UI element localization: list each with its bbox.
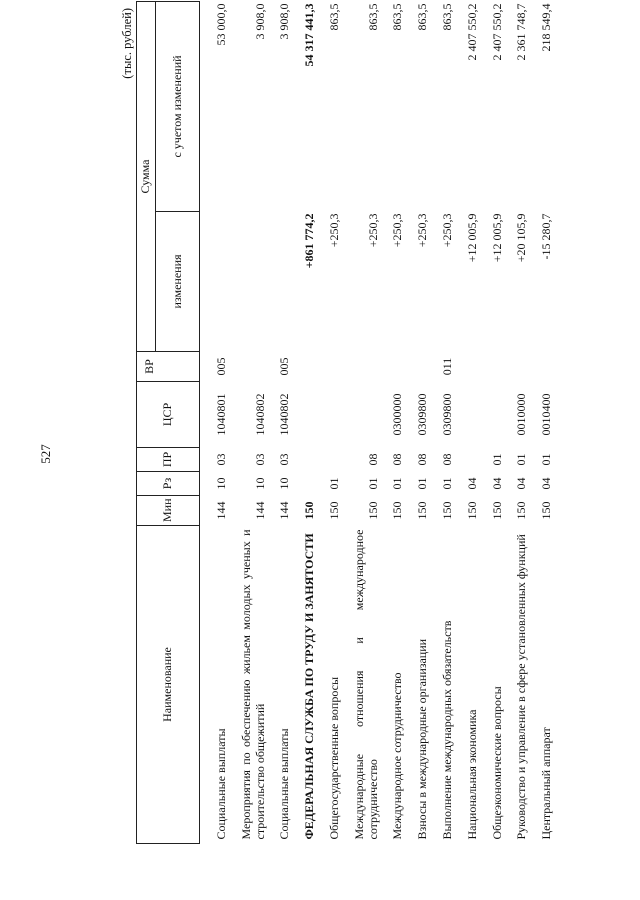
cell-total: 2 361 748,7 xyxy=(514,3,529,61)
cell-change: +250,3 xyxy=(390,213,405,248)
cell-vr xyxy=(294,352,319,382)
cell-total: 2 407 550,2 xyxy=(464,3,479,61)
cell-rz: 04 xyxy=(489,477,504,490)
table-row xyxy=(407,1,432,843)
table-row xyxy=(294,1,319,843)
cell-rz: 04 xyxy=(464,477,479,490)
cell-csr: 0309800 xyxy=(439,393,454,436)
cell-vr: 011 xyxy=(439,357,454,376)
cell-change xyxy=(206,212,231,352)
header-csr: ЦСР xyxy=(137,382,200,448)
cell-name: Выполнение международных обязательств xyxy=(439,620,454,840)
cell-min: 144 xyxy=(277,501,292,520)
cell-total: 863,5 xyxy=(415,3,430,31)
cell-vr xyxy=(382,352,407,382)
cell-pr: 01 xyxy=(514,453,529,466)
table-row xyxy=(319,1,344,843)
cell-pr: 03 xyxy=(214,453,228,466)
table-row xyxy=(531,1,556,843)
cell-vr xyxy=(531,352,556,382)
cell-vr xyxy=(457,352,482,382)
cell-name: ФЕДЕРАЛЬНАЯ СЛУЖБА ПО ТРУДУ И ЗАНЯТОСТИ xyxy=(302,533,317,840)
cell-pr: 03 xyxy=(252,453,267,466)
cell-csr: 1040802 xyxy=(252,393,267,436)
cell-rz xyxy=(294,472,319,496)
cell-min: 150 xyxy=(390,501,405,520)
cell-rz: 04 xyxy=(514,477,529,490)
cell-min: 150 xyxy=(464,501,479,520)
cell-name: Международное сотрудничество xyxy=(390,672,405,840)
cell-min: 150 xyxy=(439,501,454,520)
header-row-1 xyxy=(137,1,156,843)
cell-name: Общегосударственные вопросы xyxy=(326,676,341,840)
cell-total: 863,5 xyxy=(390,3,405,31)
cell-pr: 08 xyxy=(390,453,405,466)
cell-vr: 005 xyxy=(214,357,228,376)
cell-change: +250,3 xyxy=(365,213,380,248)
cell-name: Руководство и управление в сфере установленных функций xyxy=(514,534,529,840)
table-row xyxy=(344,1,383,843)
cell-min: 150 xyxy=(415,501,430,520)
cell-vr xyxy=(407,352,432,382)
header-rz: Рз xyxy=(137,472,200,496)
cell-rz: 10 xyxy=(252,477,267,490)
header-min: Мин xyxy=(137,496,200,526)
cell-min: 150 xyxy=(489,501,504,520)
table-body xyxy=(200,1,556,843)
cell-csr xyxy=(319,382,344,448)
cell-change: +250,3 xyxy=(439,213,454,248)
cell-name: Социальные выплаты xyxy=(277,728,292,840)
cell-vr xyxy=(319,352,344,382)
cell-min: 150 xyxy=(539,501,554,520)
cell-vr xyxy=(231,352,270,382)
cell-change: -15 280,7 xyxy=(539,213,554,260)
cell-rz: 10 xyxy=(277,477,292,490)
cell-rz: 01 xyxy=(439,477,454,490)
cell-total: 863,5 xyxy=(439,3,454,31)
cell-pr: 03 xyxy=(277,453,292,466)
cell-vr xyxy=(506,352,531,382)
header-name: Наименование xyxy=(137,526,200,844)
cell-pr: 08 xyxy=(439,453,454,466)
cell-vr xyxy=(482,352,507,382)
cell-name: Центральный аппарат xyxy=(539,727,554,840)
cell-csr: 0010000 xyxy=(514,393,529,436)
table-row xyxy=(457,1,482,843)
cell-min: 144 xyxy=(252,501,267,520)
cell-total: 863,5 xyxy=(365,3,380,31)
cell-csr xyxy=(457,382,482,448)
cell-min: 150 xyxy=(326,501,341,520)
cell-pr: 08 xyxy=(365,453,380,466)
cell-total: 3 908,0 xyxy=(277,3,292,40)
budget-document xyxy=(120,2,556,844)
cell-pr: 01 xyxy=(539,453,554,466)
cell-name: Международные отношения и международное сотрудничество xyxy=(351,529,380,840)
cell-name: Социальные выплаты xyxy=(214,728,228,840)
table-row xyxy=(382,1,407,843)
table-row xyxy=(506,1,531,843)
cell-total: 54 317 441,3 xyxy=(302,3,317,67)
cell-pr xyxy=(457,448,482,472)
cell-change xyxy=(231,212,270,352)
cell-change xyxy=(269,212,294,352)
cell-total: 2 407 550,2 xyxy=(489,3,504,61)
cell-change: +861 774,2 xyxy=(302,213,317,269)
cell-total: 53 000,0 xyxy=(214,3,228,46)
cell-pr: 08 xyxy=(415,453,430,466)
cell-rz: 01 xyxy=(390,477,405,490)
cell-rz: 01 xyxy=(326,477,341,490)
cell-pr xyxy=(319,448,344,472)
cell-change: +250,3 xyxy=(415,213,430,248)
cell-total: 863,5 xyxy=(326,3,341,31)
cell-total: 218 549,4 xyxy=(539,3,554,52)
cell-min: 144 xyxy=(214,501,228,520)
header-with-changes: с учетом изменений xyxy=(156,1,200,211)
cell-csr xyxy=(344,382,383,448)
cell-min: 150 xyxy=(514,501,529,520)
cell-name: Взносы в международные организации xyxy=(415,638,430,840)
table-row xyxy=(206,1,231,843)
table-row xyxy=(482,1,507,843)
cell-pr xyxy=(294,448,319,472)
header-changes: изменения xyxy=(156,212,200,352)
cell-name: Мероприятия по обеспечению жильем молодых ученых и строительство общежитий xyxy=(238,529,267,840)
cell-rz: 01 xyxy=(415,477,430,490)
cell-csr: 0309800 xyxy=(415,393,430,436)
cell-csr: 1040801 xyxy=(214,393,228,436)
cell-change: +250,3 xyxy=(326,213,341,248)
cell-pr: 01 xyxy=(489,453,504,466)
table-row xyxy=(432,1,457,843)
table-row xyxy=(231,1,270,843)
cell-csr: 0010400 xyxy=(539,393,554,436)
cell-change: +12 005,9 xyxy=(464,213,479,263)
cell-change: +12 005,9 xyxy=(489,213,504,263)
rotated-page xyxy=(90,0,630,872)
budget-table xyxy=(136,1,556,844)
cell-name: Общеэкономические вопросы xyxy=(489,686,504,840)
cell-vr: 005 xyxy=(277,357,292,376)
cell-csr: 0300000 xyxy=(390,393,405,436)
cell-rz: 04 xyxy=(539,477,554,490)
header-vr: ВР xyxy=(137,352,200,382)
page-number: 527 xyxy=(37,444,53,464)
cell-rz: 10 xyxy=(214,477,228,490)
cell-csr xyxy=(294,382,319,448)
cell-min: 150 xyxy=(365,501,380,520)
table-row xyxy=(269,1,294,843)
header-pr: ПР xyxy=(137,448,200,472)
cell-name: Национальная экономика xyxy=(464,709,479,840)
units-note: (тыс. рублей) xyxy=(120,8,134,79)
cell-vr xyxy=(344,352,383,382)
cell-min: 150 xyxy=(302,501,317,520)
cell-change: +20 105,9 xyxy=(514,213,529,263)
cell-csr xyxy=(482,382,507,448)
cell-rz: 01 xyxy=(365,477,380,490)
cell-total: 3 908,0 xyxy=(252,3,267,40)
header-sum-group: Сумма xyxy=(137,1,156,351)
cell-csr: 1040802 xyxy=(277,393,292,436)
